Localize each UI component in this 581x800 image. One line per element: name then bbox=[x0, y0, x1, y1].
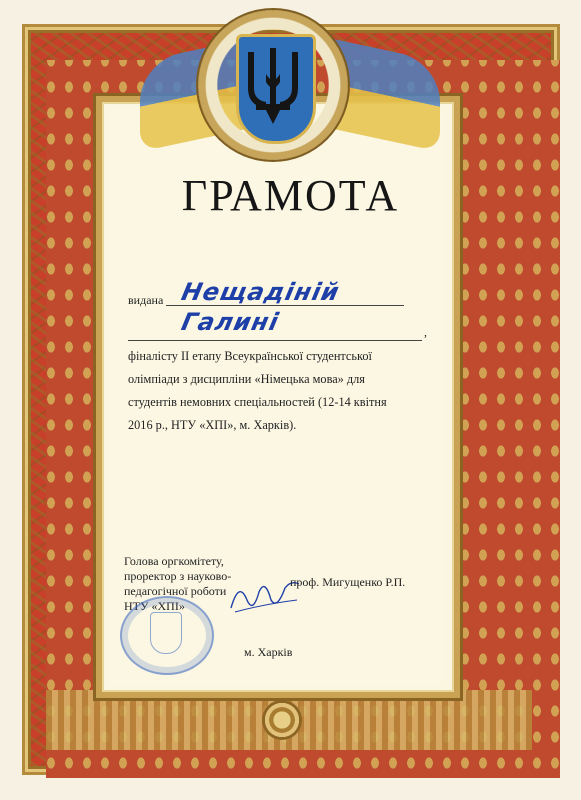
stamp-emblem-icon bbox=[150, 612, 182, 654]
body-line: фіналісту ІІ етапу Всеукраїнської студентської bbox=[128, 349, 372, 363]
recipient-first-name: Галині bbox=[179, 308, 282, 336]
signatory-title-line: НТУ «ХПІ» bbox=[124, 599, 185, 613]
signatory-title-line: педагогічної роботи bbox=[124, 584, 227, 598]
bottom-rosette-icon bbox=[262, 700, 302, 740]
recipient-surname: Нещадіній bbox=[179, 278, 343, 306]
city-label: м. Харків bbox=[244, 645, 293, 659]
signatory-title-line: Голова оргкомітету, bbox=[124, 554, 224, 568]
signatory-name: проф. Мигущенко Р.П. bbox=[290, 575, 406, 589]
coat-of-arms-trident-icon bbox=[242, 44, 304, 128]
body-line: студентів немовних спеціальностей (12-14 квітня bbox=[128, 395, 387, 409]
certificate-body-text bbox=[128, 345, 428, 437]
issued-label: видана bbox=[128, 293, 164, 307]
signatory-title-line: проректор з науково- bbox=[124, 569, 232, 583]
recipient-line-2 bbox=[128, 340, 422, 341]
body-line: олімпіади з дисципліни «Німецька мова» для bbox=[128, 372, 365, 386]
certificate-title: ГРАМОТА bbox=[181, 171, 400, 220]
body-line: 2016 р., НТУ «ХПІ», м. Харків). bbox=[128, 418, 297, 432]
line-comma: , bbox=[424, 325, 427, 339]
